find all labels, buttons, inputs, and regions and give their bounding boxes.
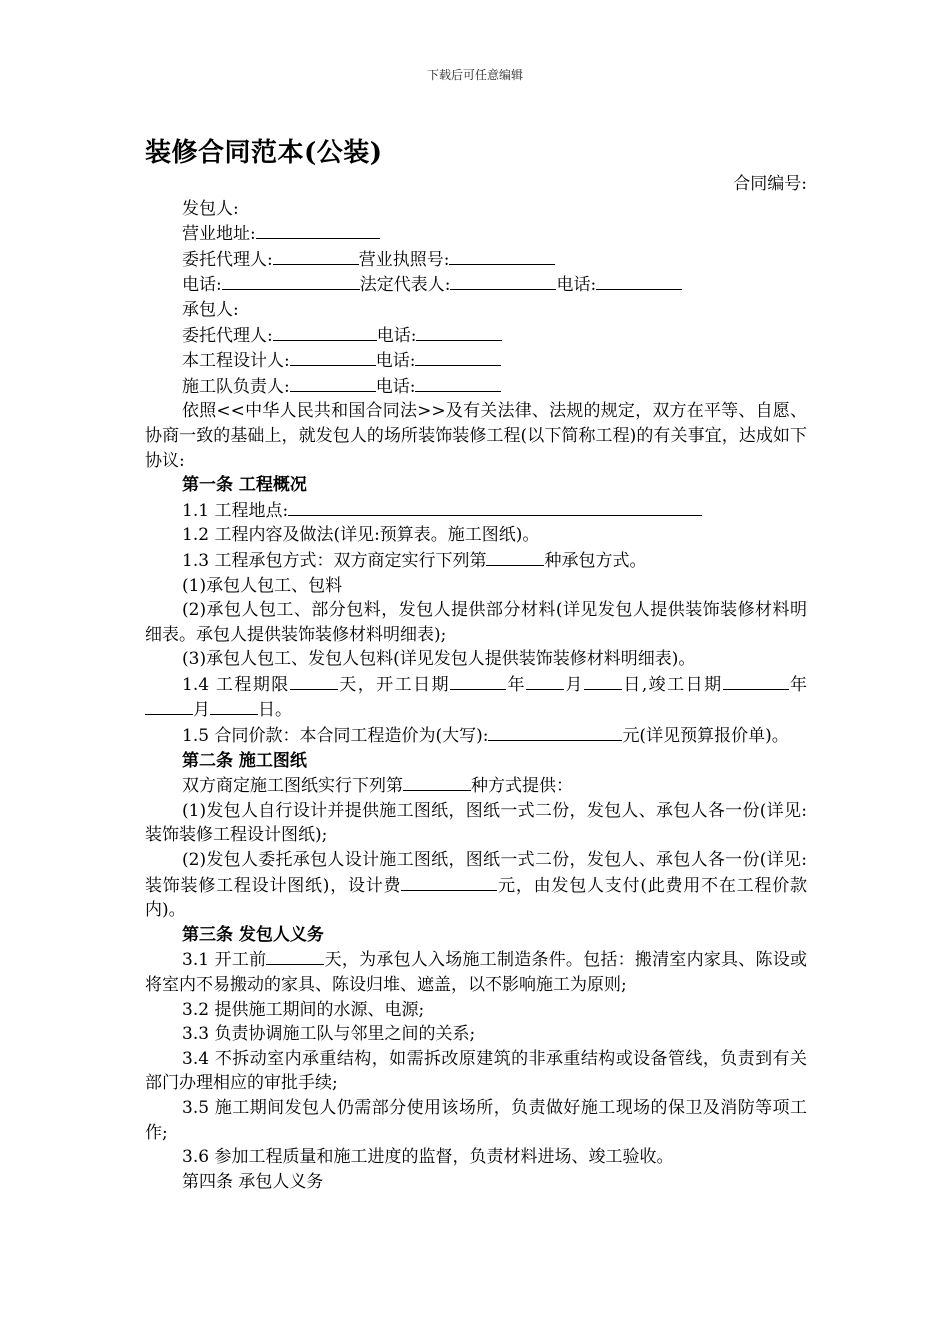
design-fee-blank (401, 873, 497, 891)
header-note: 下载后可任意编辑 (426, 68, 523, 82)
article-2-intro: 双方商定施工图纸实行下列第 种方式提供： (145, 773, 807, 799)
article-3-item-6: 3.6 参加工程质量和施工进度的监督，负责材料进场、竣工验收。 (182, 1147, 674, 1168)
party-b-leader-line: 施工队负责人: 电话: (145, 374, 807, 400)
phone-blank (415, 348, 501, 366)
article-1-heading: 第一条 工程概况 (182, 475, 307, 496)
article-1-option-2: (2)承包人包工、部分包料，发包人提供部分材料(详见发包人提供装饰装修材料明细表。承包人提供装饰装修材料明细表); (145, 600, 807, 645)
leader-blank (290, 374, 376, 392)
article-4-heading: 第四条 承包人义务 (182, 1171, 324, 1192)
article-3-item-3: 3.3 负责协调施工队与邻里之间的关系; (182, 1024, 476, 1045)
party-b-agent-line: 委托代理人: 电话: (145, 323, 807, 349)
start-day-blank (584, 672, 622, 690)
party-b-designer-line: 本工程设计人: 电话: (145, 348, 807, 374)
agent-blank (273, 323, 377, 341)
article-1-content: 1.2 工程内容及做法(详见:预算表。施工图纸)。 (182, 525, 540, 546)
party-a-label: 发包人: (182, 198, 239, 219)
start-month-blank (526, 672, 564, 690)
agent-blank (273, 247, 359, 265)
method-blank (403, 773, 471, 791)
article-1-option-1: (1)承包人包工、包料 (182, 575, 343, 596)
article-1-period: 1.4 工程期限 天，开工日期 年 月 日,竣工日期 年月 日。 (145, 672, 807, 723)
article-3-item-5: 3.5 施工期间发包人仍需部分使用该场所，负责做好施工现场的保卫及消防等项工作; (145, 1097, 807, 1143)
party-a-phone-line: 电话: 法定代表人: 电话: (145, 272, 807, 298)
article-1-location: 1.1 工程地点: (145, 498, 807, 524)
party-a-address-line: 营业地址: (145, 221, 807, 247)
phone2-blank (596, 272, 682, 290)
article-2-heading: 第二条 施工图纸 (182, 750, 307, 771)
start-year-blank (450, 672, 506, 690)
days-blank (290, 672, 338, 690)
article-3-heading: 第三条 发包人义务 (182, 924, 324, 945)
intro-paragraph: 依照<<中华人民共和国合同法>>及有关法律、法规的规定，双方在平等、自愿、协商一致的基础上，就发包人的场所装饰装修工程(以下简称工程)的有关事宜，达成如下协议: (145, 401, 807, 471)
party-a-agent-line: 委托代理人: 营业执照号: (145, 247, 807, 273)
article-3-item-1: 3.1 开工前 天，为承包人入场施工制造条件。包括：搬清室内家具、陈设或将室内不易搬动的家具、陈设归堆、遮盖，以不影响施工为原则; (145, 947, 807, 997)
license-blank (449, 247, 555, 265)
article-1-mode: 1.3 工程承包方式：双方商定实行下列第 种承包方式。 (145, 548, 807, 574)
legal-rep-blank (450, 272, 556, 290)
contract-body (145, 172, 807, 1194)
phone-blank (222, 272, 360, 290)
end-month-blank (145, 697, 193, 715)
price-blank (488, 723, 622, 741)
article-3-item-2: 3.2 提供施工期间的水源、电源; (182, 999, 425, 1020)
location-blank (288, 498, 702, 516)
designer-blank (290, 348, 376, 366)
article-2-option-2: (2)发包人委托承包人设计施工图纸，图纸一式二份，发包人、承包人各一份(详见:装饰装修工程设计图纸)，设计费 元，由发包人支付(此费用不在工程价款内)。 (145, 850, 807, 921)
days-blank (266, 947, 324, 965)
phone-blank (415, 374, 501, 392)
article-1-option-3: (3)承包人包工、发包人包料(详见发包人提供装饰装修材料明细表)。 (182, 649, 696, 670)
article-1-price: 1.5 合同价款：本合同工程造价为(大写): 元(详见预算报价单)。 (145, 723, 807, 749)
article-2-option-1: (1)发包人自行设计并提供施工图纸，图纸一式二份，发包人、承包人各一份(详见:装饰装修工程设计图纸); (145, 800, 807, 846)
party-b-label: 承包人: (182, 299, 239, 320)
article-3-item-4: 3.4 不拆动室内承重结构，如需拆改原建筑的非承重结构或设备管线，负责到有关部门办理相应的审批手续; (145, 1048, 807, 1094)
end-year-blank (723, 672, 789, 690)
mode-blank (486, 548, 544, 566)
document-title: 装修合同范本(公装) (145, 138, 383, 168)
address-blank (256, 221, 380, 239)
contract-number-label: 合同编号: (733, 174, 807, 194)
end-day-blank (210, 697, 258, 715)
phone-blank (416, 323, 502, 341)
